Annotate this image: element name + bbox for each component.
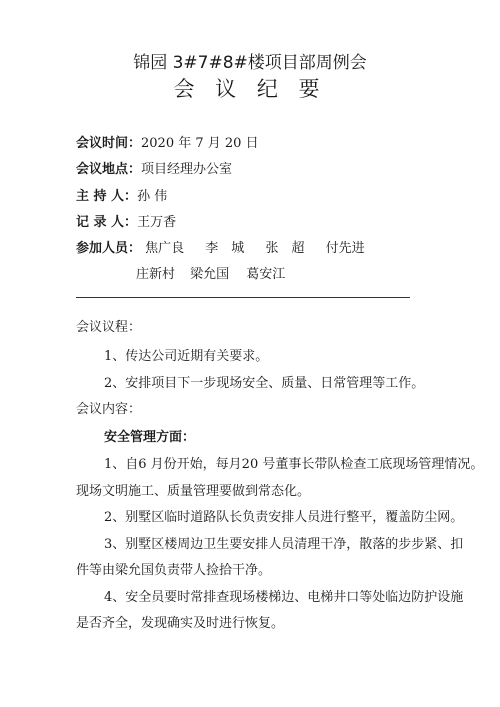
attendee-name: 付先进 (325, 241, 365, 256)
agenda-item: 2、安排项目下一步现场安全、质量、日常管理等工作。 (104, 376, 425, 391)
attendee-name: 焦广良 (145, 241, 185, 256)
document-title: 锦园 3#7#8#楼项目部周例会 (133, 53, 367, 73)
host-row (76, 189, 167, 205)
attendee-name: 李 城 (205, 241, 245, 256)
agenda-item: 1、传达公司近期有关要求。 (104, 349, 269, 364)
host-value: 孙 伟 (137, 189, 168, 204)
recorder-value: 王万香 (137, 215, 177, 230)
attendee-name: 张 超 (265, 241, 305, 256)
content-paragraph-line: 现场文明施工、质量管理要做到常态化。 (76, 484, 311, 499)
content-paragraph-line: 件等由梁允国负责带人捡拾干净。 (76, 563, 272, 578)
recorder-label: 记 录 人： (76, 215, 138, 230)
content-paragraph-line: 3、别墅区楼周边卫生要安排人员清理干净，散落的步步紧、扣 (104, 537, 464, 552)
document-subtitle: 会 议 纪 要 (173, 77, 327, 101)
attendees-row (76, 241, 365, 257)
recorder-row (76, 215, 176, 231)
content-paragraph-line: 1、自6 月份开始，每月20 号董事长带队检查工底现场管理情况。 (104, 457, 484, 472)
section-divider (76, 297, 410, 298)
content-paragraph-line: 2、别墅区临时道路队长负责安排人员进行整平，覆盖防尘网。 (104, 510, 464, 525)
content-paragraph-line: 是否齐全，发现确实及时进行恢复。 (76, 616, 285, 631)
meeting-time-row (76, 136, 259, 152)
meeting-place-value: 项目经理办公室 (141, 162, 233, 177)
content-heading: 会议内容： (76, 402, 142, 417)
attendees-label: 参加人员： (76, 241, 142, 256)
attendee-name: 梁允国 (190, 267, 230, 282)
attendee-name: 庄新村 (136, 267, 176, 282)
attendee-name: 葛安江 (246, 267, 286, 282)
content-paragraph-line: 4、安全员要时常排查现场楼梯边、电梯井口等处临边防护设施 (104, 590, 464, 605)
meeting-place-label: 会议地点： (76, 162, 142, 177)
host-label: 主 持 人： (76, 189, 138, 204)
meeting-time-label: 会议时间： (76, 136, 142, 151)
agenda-heading: 会议议程： (76, 320, 142, 335)
meeting-time-value: 2020 年 7 月 20 日 (141, 136, 259, 151)
meeting-place-row (76, 162, 232, 178)
attendees-row-2 (136, 267, 285, 283)
safety-section-heading: 安全管理方面： (104, 430, 196, 445)
